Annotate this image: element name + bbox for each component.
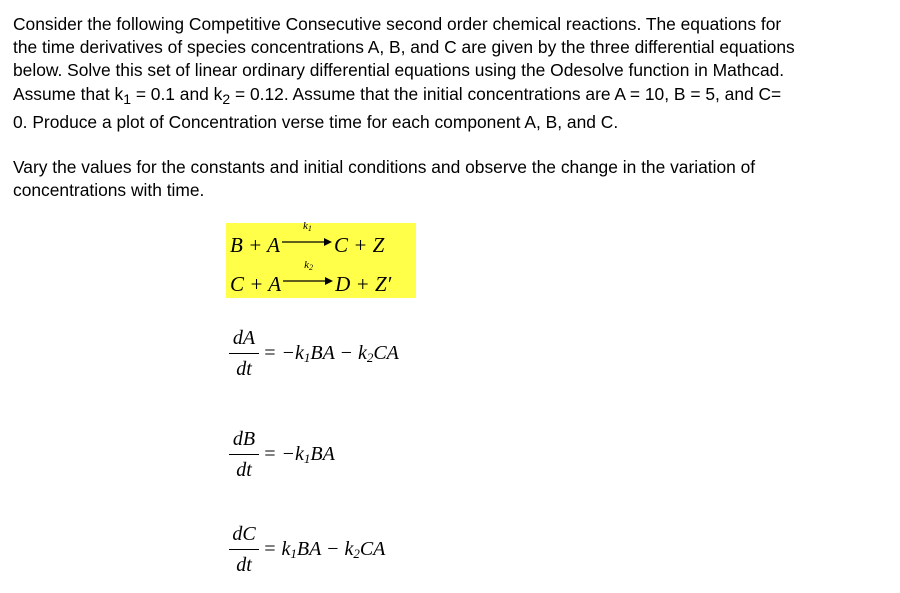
eq3-rhs-a: = k xyxy=(263,538,291,560)
k1-subscript: 1 xyxy=(123,90,131,107)
p1-line1: Consider the following Competitive Consecutive second order chemical reactions. The equations for xyxy=(13,14,782,34)
eq3-numerator: dC xyxy=(232,523,256,545)
p1-line3: below. Solve this set of linear ordinary differential equations using the Odesolve function in Mathcad. xyxy=(13,60,785,81)
eq1-rhs-b: BA − k xyxy=(310,342,367,364)
derivative-dC-dt xyxy=(229,523,259,576)
eq3-rhs-sub2: 2 xyxy=(353,546,360,561)
p2-line2: concentrations with time. xyxy=(13,180,205,201)
fraction-bar xyxy=(229,549,259,550)
reaction-1-reactants: B + A xyxy=(230,233,280,257)
p1-line4-text-b: = 0.1 and k xyxy=(130,83,223,104)
eq3-rhs-b: BA − k xyxy=(296,538,354,560)
reaction-2-k: k xyxy=(304,259,310,271)
eq3-denominator: dt xyxy=(236,554,252,576)
reaction-1-rate-label xyxy=(303,221,312,232)
paragraph-2 xyxy=(13,156,893,202)
eq1-rhs-a: = −k xyxy=(263,342,304,364)
eq2-numerator: dB xyxy=(232,428,256,450)
eq1-right-side xyxy=(263,341,399,365)
reaction-1-k: k xyxy=(302,220,308,232)
equation-dC-dt xyxy=(229,523,479,583)
derivative-dB-dt xyxy=(229,428,259,481)
p1-line5: 0. Produce a plot of Concentration verse time for each component A, B, and C. xyxy=(13,111,619,132)
equation-dA-dt xyxy=(229,327,479,387)
eq1-rhs-c: CA xyxy=(373,342,399,364)
p1-line4 xyxy=(13,83,782,107)
eq3-right-side xyxy=(263,537,385,561)
eq2-denominator: dt xyxy=(236,459,252,481)
right-arrow-icon xyxy=(282,271,334,289)
paragraph-1 xyxy=(13,13,893,134)
k2-subscript: 2 xyxy=(222,90,231,107)
reaction-1 xyxy=(230,220,385,257)
eq1-rhs-sub1: 1 xyxy=(303,350,311,365)
reaction-2-arrow xyxy=(282,259,334,291)
reaction-2-rate-label xyxy=(304,260,313,271)
eq2-rhs-a: = −k xyxy=(263,443,304,465)
eq1-rhs-sub2: 2 xyxy=(366,350,374,365)
reaction-1-k-sub: 1 xyxy=(307,224,312,233)
eq2-right-side xyxy=(263,442,335,466)
reaction-2-k-sub: 2 xyxy=(309,263,314,272)
eq2-rhs-b: BA xyxy=(310,443,335,465)
p1-line2: the time derivatives of species concentrations A, B, and C are given by the three differential equations xyxy=(13,37,795,58)
p1-line4-text-c: = 0.12. Assume that the initial concentrations are A = 10, B = 5, and C= xyxy=(230,83,782,104)
reaction-2 xyxy=(230,259,392,296)
derivative-dA-dt xyxy=(229,327,259,380)
fraction-bar xyxy=(229,353,259,354)
p2-line1: Vary the values for the constants and initial conditions and observe the change in the variation of xyxy=(13,157,756,178)
reaction-1-arrow xyxy=(281,220,333,252)
reaction-1-products: C + Z xyxy=(333,233,385,257)
eq1-denominator: dt xyxy=(236,358,252,380)
eq3-rhs-sub1: 1 xyxy=(290,546,297,561)
eq3-rhs-c: CA xyxy=(359,538,386,560)
reaction-2-reactants: C + A xyxy=(230,272,282,296)
equation-dB-dt xyxy=(229,428,479,488)
fraction-bar xyxy=(229,454,259,455)
eq2-rhs-sub1: 1 xyxy=(303,451,311,466)
problem-statement xyxy=(13,13,893,202)
p1-line4-text-a: Assume that k xyxy=(13,83,124,104)
reaction-2-products: D + Z′ xyxy=(335,272,392,296)
right-arrow-icon xyxy=(281,232,333,250)
eq1-numerator: dA xyxy=(232,327,256,349)
